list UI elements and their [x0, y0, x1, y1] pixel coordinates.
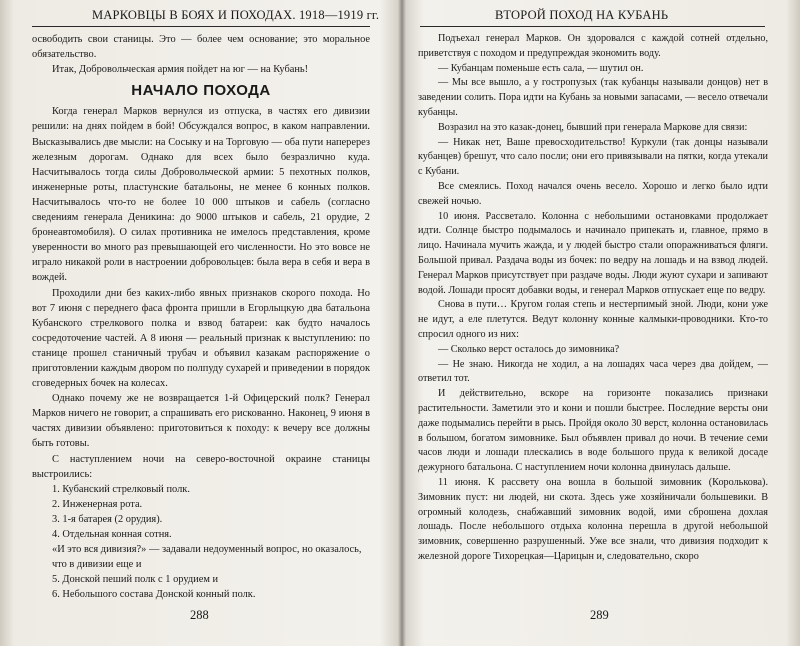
paragraph: Проходили дни без каких-либо явных признаков скорого похода. Но вот 7 июня с переднего фаса фронта пришли в Егорлыцкую два батальона Кубанского стрелкового полка и взвод батареи: как будто началось сосредоточение частей. А 8 июня — реальный признак к выступлению: по станице прошел станичный трубач и объявил казакам распоряжение о приготовлении каждым двором по полпуду сухарей и приведении в порядок сговедерных бочек на колесах. — [32, 287, 371, 390]
paragraph: — Сколько верст осталось до зимовника? — [438, 343, 620, 355]
paragraph: Подъехал генерал Марков. Он здоровался с каждой сотней отдельно, приветствуя с походом и предупреждая экономить воду. — [418, 33, 768, 59]
page-number: 288 — [190, 608, 209, 622]
section-title: НАЧАЛО ПОХОДА — [131, 82, 271, 100]
header-rule — [420, 26, 765, 27]
paragraph: Все смеялись. Поход начался очень весело. Хорошо и легко было идти свежей ночью. — [418, 180, 768, 207]
paragraph: Однако почему же не возвращается 1-й Офицерский полк? Генерал Марков ничего не говорит, а спрашивать его рискованно. Наконец, 9 июня в частях дивизии объявлено: приготовиться к походу: к вечеру все должны быть готовы. — [32, 393, 370, 450]
running-header: МАРКОВЦЫ В БОЯХ И ПОХОДАХ. 1918—1919 гг. — [92, 8, 380, 22]
header-rule — [32, 26, 370, 27]
page-body — [418, 32, 768, 565]
paragraph: И действительно, вскоре на горизонте показались признаки растительности. Заметили это и кони и пошли быстрее. Последние версты они даже подымались перейти в рысь. Пройдя около 30 верст, колонна остановилась в большом, богатом зимовнике. Был объявлен привал до ночи. В течение семи часов люди и лошади плескались в воде большого пруда к великой досаде дежурного батальона. С наступлением ночи колонна двинулась дальше. — [418, 388, 768, 474]
paragraph: Возразил на это казак-донец, бывший при генерала Маркове для связи: — [438, 121, 748, 133]
paragraph: освободить свои станицы. Это — более чем основание; это моральное обязательство. — [32, 34, 370, 61]
running-header: ВТОРОЙ ПОХОД НА КУБАНЬ — [495, 8, 669, 22]
list-item: 4. Отдельная конная сотня. — [52, 529, 172, 540]
paragraph: Когда генерал Марков вернулся из отпуска, в частях его дивизии решили: на днях пойдем в бой! Обсуждался вопрос, в каком направлении. Высказывались две мысли: на Сосыку и на Торговую — оба пути наперерез железным дорогам. Однако для всех было безразлично куда. Насчитывалось тогда силы Добровольческой армии: 5 пехотных полков, инженерные роты, пластунские батальоны, не менее 6 конных полков. Насчитывалось что-то не более 10 000 штыков и сабель (согласно сведениям генерала Деникина: до 9000 штыков и сабель, 21 орудие, 2 бронеавтомобиля). О силах противника не имелось представления, кроме уверенности во много раз превышающей его численности. Но это вовсе не играло никакой роли в настроении добровольцев: была вера в себя и вера в вождей. — [32, 106, 370, 284]
paragraph: Итак, Добровольческая армия пойдет на юг — на Кубань! — [52, 64, 309, 76]
paragraph: 11 июня. К рассвету она вошла в большой зимовник (Королькова). Зимовник пуст: ни людей, ни скота. Здесь уже хозяйничали большевики. В огромный колодезь, снабжавший зимовник водой, ими сброшена дохлая лошадь. После небольшого отдыха колонна перешла в другой небольшой зимовник, совершенно разрушенный. Уже все знали, что дивизия подходит к железной дороге Тихорецкая—Царицын и, следовательно, скоро — [418, 476, 768, 562]
list-item: 6. Небольшого состава Донской конный полк. — [52, 589, 256, 601]
paragraph: — Никак нет, Ваше превосходительство! Куркули (так донцы называли кубанцев) брешут, что сало посли; они его привязывали на пятки, когда утекали с Кубани. — [418, 136, 768, 178]
list-item: 5. Донской пеший полк с 1 орудием и — [52, 574, 219, 586]
list-item: 1. Кубанский стрелковый полк. — [52, 483, 190, 495]
right-page — [400, 0, 800, 646]
paragraph: — Кубанцам поменьше есть сала, — шутил он. — [438, 62, 644, 74]
paragraph: — Мы все вышло, а у гостропузых (так кубанцы называли донцов) нет в заведении солить. Пора идти на Кубань за новыми запасами, — весело отвечали кубанцы. — [418, 77, 768, 118]
paragraph: 10 июня. Рассветало. Колонна с небольшими остановками продолжает идти. Солнце быстро подымалось и начинало припекать и, главное, прямо в лицо. Начинала мучить жажда, и у людей быстро стали опоражниваться фляги. Большой привал. Раздача воды из бочек: по ведру на лошадь и на взвод людей. Генерал Марков присутствует при раздаче воды. Люди жуют сухари и запивают водой. Лошади просят добавки воды, и генерал Марков отпускает еще по ведру. — [418, 210, 768, 296]
page-number: 289 — [590, 608, 609, 622]
page-body — [32, 32, 370, 602]
list-item: 3. 1-я батарея (2 орудия). — [52, 513, 163, 525]
list-item: «И это вся дивизия?» — задавали недоуменный вопрос, но оказалось, что в дивизии еще и — [52, 544, 362, 571]
paragraph: С наступлением ночи на северо-восточной окраине станицы выстроились: — [32, 453, 370, 480]
paragraph: — Не знаю. Никогда не ходил, а на лошадях часа через два дойдем, — ответил тот. — [418, 358, 768, 385]
list-item: 2. Инженерная рота. — [52, 498, 143, 510]
paragraph: Снова в пути… Кругом голая степь и нестерпимый зной. Люди, кони уже не идут, а еле плетутся. Ведут колонну конные калмыки-проводники. Кто-то спросил одного из них: — [418, 299, 768, 340]
